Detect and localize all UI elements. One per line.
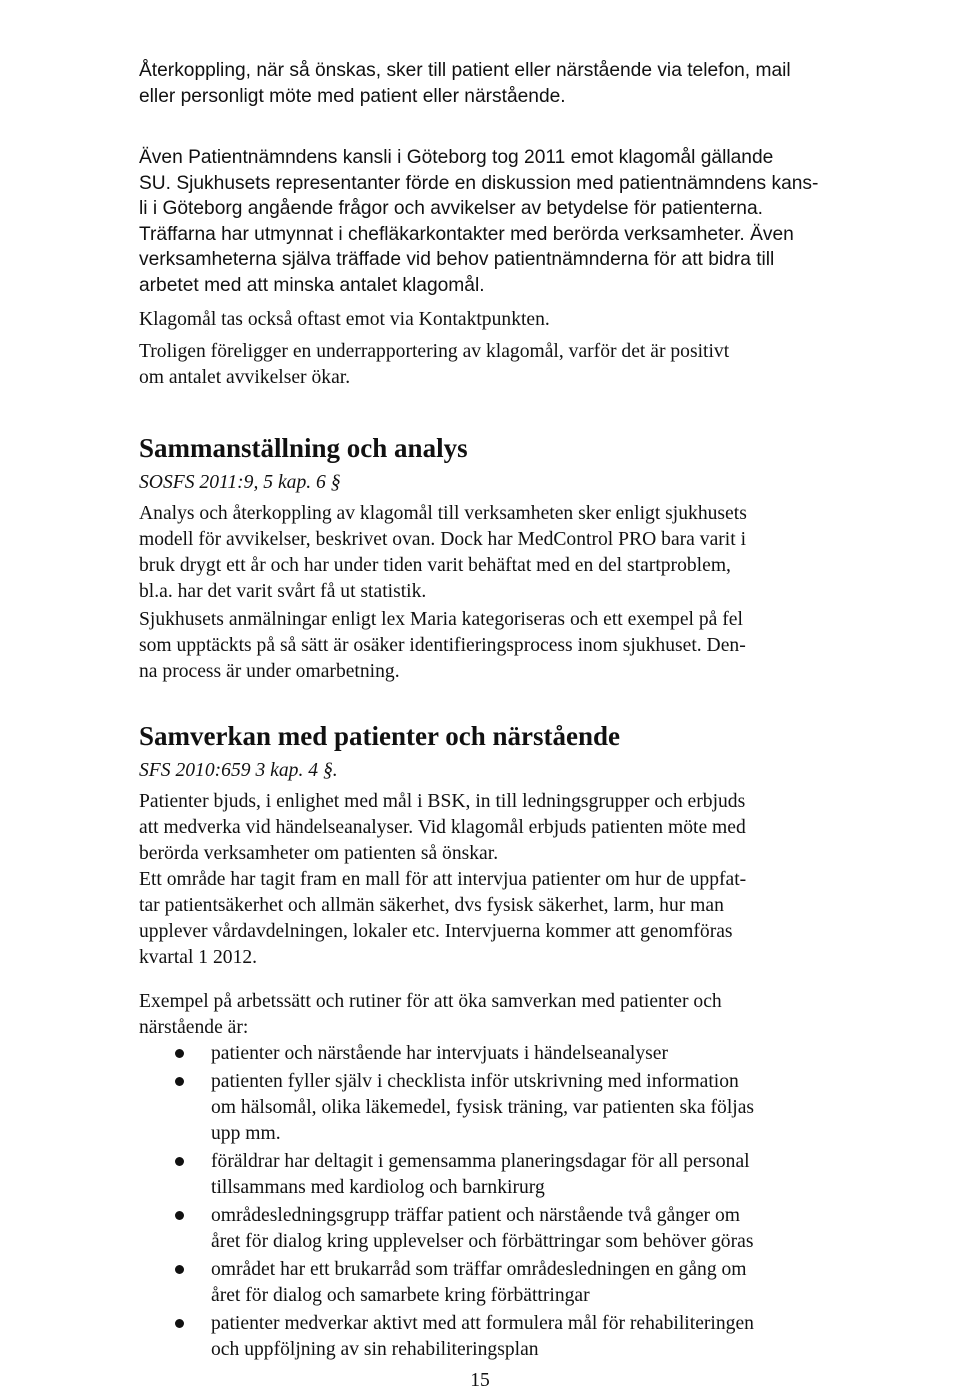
text-line: tillsammans med kardiolog och barnkirurg <box>211 1177 545 1198</box>
paragraph-examples-intro <box>139 989 829 1041</box>
text-line: patienten fyller själv i checklista inför utskrivning med information <box>211 1071 739 1092</box>
list-item <box>139 1203 839 1255</box>
paragraph-contact-point <box>139 307 829 333</box>
text-line: om hälsomål, olika läkemedel, fysisk träning, var patienten ska följas <box>211 1097 755 1118</box>
text-line: närstående är: <box>139 1017 249 1038</box>
text-line: Även Patientnämndens kansli i Göteborg tog 2011 emot klagomål gällande <box>139 147 774 168</box>
bullet-icon <box>175 1211 184 1220</box>
text-line: området har ett brukarråd som träffar områdesledningen en gång om <box>211 1259 747 1280</box>
section-heading-collaboration: Samverkan med patienter och närstående <box>139 721 620 751</box>
bullet-list <box>139 1041 839 1363</box>
text-line: SU. Sjukhusets representanter förde en diskussion med patientnämndens kans- <box>139 172 819 194</box>
legal-reference: SOSFS 2011:9, 5 kap. 6 § <box>139 472 341 493</box>
paragraph-patient-involvement <box>139 789 829 971</box>
text-line: patienter och närstående har intervjuats i händelseanalyser <box>211 1043 668 1064</box>
legal-reference: SFS 2010:659 3 kap. 4 §. <box>139 760 338 781</box>
text-line: och uppföljning av sin rehabiliteringsplan <box>211 1339 539 1360</box>
list-item <box>139 1311 839 1363</box>
text-line: eller personligt möte med patient eller närstående. <box>139 85 566 107</box>
text-line: berörda verksamheter om patienten så önskar. <box>139 843 499 864</box>
text-line: na process är under omarbetning. <box>139 661 400 682</box>
text-line: Patienter bjuds, i enlighet med mål i BSK, in till ledningsgrupper och erbjuds <box>139 791 746 812</box>
text-line: Exempel på arbetssätt och rutiner för att öka samverkan med patienter och <box>139 991 722 1012</box>
text-line: Analys och återkoppling av klagomål till verksamheten sker enligt sjukhusets <box>139 503 747 524</box>
paragraph-analysis <box>139 501 829 605</box>
text-line: arbetet med att minska antalet klagomål. <box>139 274 485 296</box>
bullet-icon <box>175 1265 184 1274</box>
text-line: li i Göteborg angående frågor och avvikelser av betydelse för patienterna. <box>139 198 763 219</box>
list-item <box>139 1257 839 1309</box>
paragraph-feedback <box>139 58 829 109</box>
page-number: 15 <box>470 1370 490 1391</box>
text-line: Klagomål tas också oftast emot via Kontaktpunkten. <box>139 309 550 330</box>
text-line: verksamheterna själva träffade vid behov patientnämnderna för att bidra till <box>139 249 775 270</box>
paragraph-underreporting <box>139 339 829 391</box>
bullet-icon <box>175 1049 184 1058</box>
text-line: året för dialog kring upplevelser och förbättringar som behöver göras <box>211 1231 754 1252</box>
text-line: Återkoppling, när så önskas, sker till patient eller närstående via telefon, mail <box>139 60 791 81</box>
text-line: som upptäckts på så sätt är osäker identifieringsprocess inom sjukhuset. Den- <box>139 635 746 656</box>
list-item <box>139 1041 839 1067</box>
text-line: bruk drygt ett år och har under tiden varit behäftat med en del startproblem, <box>139 555 731 576</box>
text-line: Träffarna har utmynnat i chefläkarkontakter med berörda verksamheter. Även <box>139 223 794 245</box>
text-line: om antalet avvikelser ökar. <box>139 367 351 388</box>
text-line: Troligen föreligger en underrapportering av klagomål, varför det är positivt <box>139 341 730 362</box>
text-line: Ett område har tagit fram en mall för att intervjua patienter om hur de uppfat- <box>139 869 747 890</box>
text-line: Sjukhusets anmälningar enligt lex Maria kategoriseras och ett exempel på fel <box>139 609 743 630</box>
list-item <box>139 1069 839 1147</box>
text-line: modell för avvikelser, beskrivet ovan. Dock har MedControl PRO bara varit i <box>139 529 747 550</box>
text-line: patienter medverkar aktivt med att formulera mål för rehabiliteringen <box>211 1313 754 1334</box>
text-line: året för dialog och samarbete kring förbättringar <box>211 1285 590 1306</box>
text-line: upplever vårdavdelningen, lokaler etc. Intervjuerna kommer att genomföras <box>139 921 733 942</box>
bullet-icon <box>175 1077 184 1086</box>
text-line: upp mm. <box>211 1123 281 1144</box>
text-line: kvartal 1 2012. <box>139 947 258 968</box>
bullet-icon <box>175 1319 184 1328</box>
text-line: bl.a. har det varit svårt få ut statistik. <box>139 581 427 602</box>
text-line: att medverka vid händelseanalyser. Vid klagomål erbjuds patienten möte med <box>139 817 746 838</box>
paragraph-patient-board <box>139 145 829 298</box>
text-line: föräldrar har deltagit i gemensamma planeringsdagar för all personal <box>211 1151 750 1172</box>
text-line: tar patientsäkerhet och allmän säkerhet, dvs fysisk säkerhet, larm, hur man <box>139 895 724 916</box>
section-heading-analysis: Sammanställning och analys <box>139 433 468 463</box>
list-item <box>139 1149 839 1201</box>
bullet-icon <box>175 1157 184 1166</box>
text-line: områdesledningsgrupp träffar patient och närstående två gånger om <box>211 1205 741 1226</box>
paragraph-lex-maria <box>139 607 829 685</box>
